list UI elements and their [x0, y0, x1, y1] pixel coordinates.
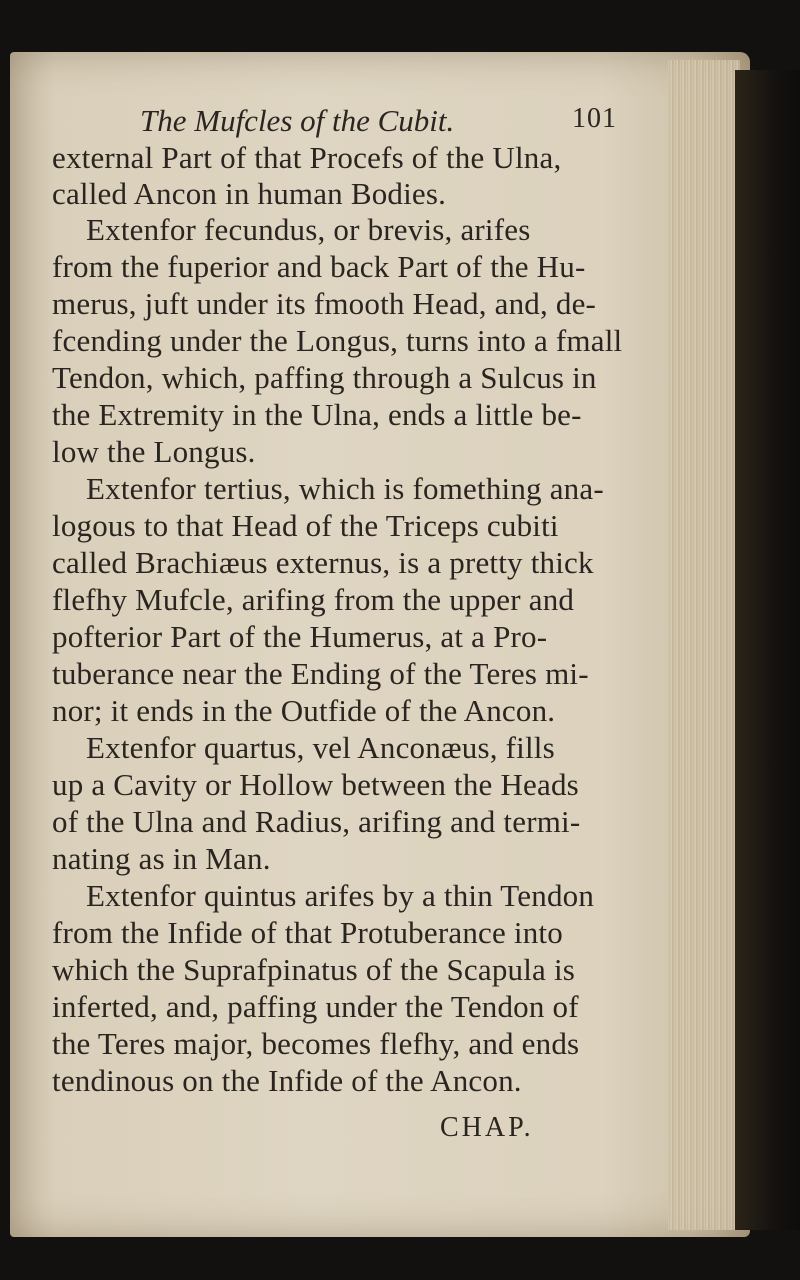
text-line: Extenfor tertius, which is fomething ana-	[86, 471, 604, 506]
text-line: up a Cavity or Hollow between the Heads	[52, 767, 579, 802]
text-line: Extenfor fecundus, or brevis, arifes	[86, 212, 531, 247]
text-line: Extenfor quintus arifes by a thin Tendon	[86, 878, 595, 913]
text-line: tuberance near the Ending of the Teres mi-	[52, 656, 589, 691]
text-line: Extenfor quartus, vel Anconæus, fills	[86, 730, 555, 765]
text-line: which the Suprafpinatus of the Scapula is	[52, 952, 576, 987]
text-line: low the Longus.	[52, 434, 256, 469]
text-line: nor; it ends in the Outfide of the Ancon.	[52, 693, 556, 728]
text-line: the Extremity in the Ulna, ends a little be-	[52, 397, 582, 432]
text-line: pofterior Part of the Humerus, at a Pro-	[52, 619, 548, 654]
text-line: called Ancon in human Bodies.	[52, 176, 447, 211]
text-line: from the Infide of that Protuberance into	[52, 915, 563, 950]
text-line: external Part of that Procefs of the Ulna,	[52, 140, 562, 175]
text-line: the Teres major, becomes flefhy, and ends	[52, 1026, 580, 1061]
text-line: Tendon, which, paffing through a Sulcus in	[52, 360, 597, 395]
text-line: logous to that Head of the Triceps cubiti	[52, 508, 559, 543]
running-title: The Mufcles of the Cubit.	[140, 103, 455, 138]
text-line: inferted, and, paffing under the Tendon of	[52, 989, 579, 1024]
text-line: nating as in Man.	[52, 841, 271, 876]
page-number: 101	[572, 103, 617, 134]
text-line: tendinous on the Infide of the Ancon.	[52, 1063, 522, 1098]
text-line: flefhy Mufcle, arifing from the upper and	[52, 582, 575, 617]
text-line: fcending under the Longus, turns into a fmall	[52, 323, 623, 358]
text-line: merus, juft under its fmooth Head, and, de-	[52, 286, 597, 321]
catchword: CHAP.	[440, 1112, 534, 1143]
text-line: of the Ulna and Radius, arifing and termi-	[52, 804, 581, 839]
text-line: from the fuperior and back Part of the Hu-	[52, 249, 586, 284]
text-line: called Brachiæus externus, is a pretty thick	[52, 545, 594, 580]
